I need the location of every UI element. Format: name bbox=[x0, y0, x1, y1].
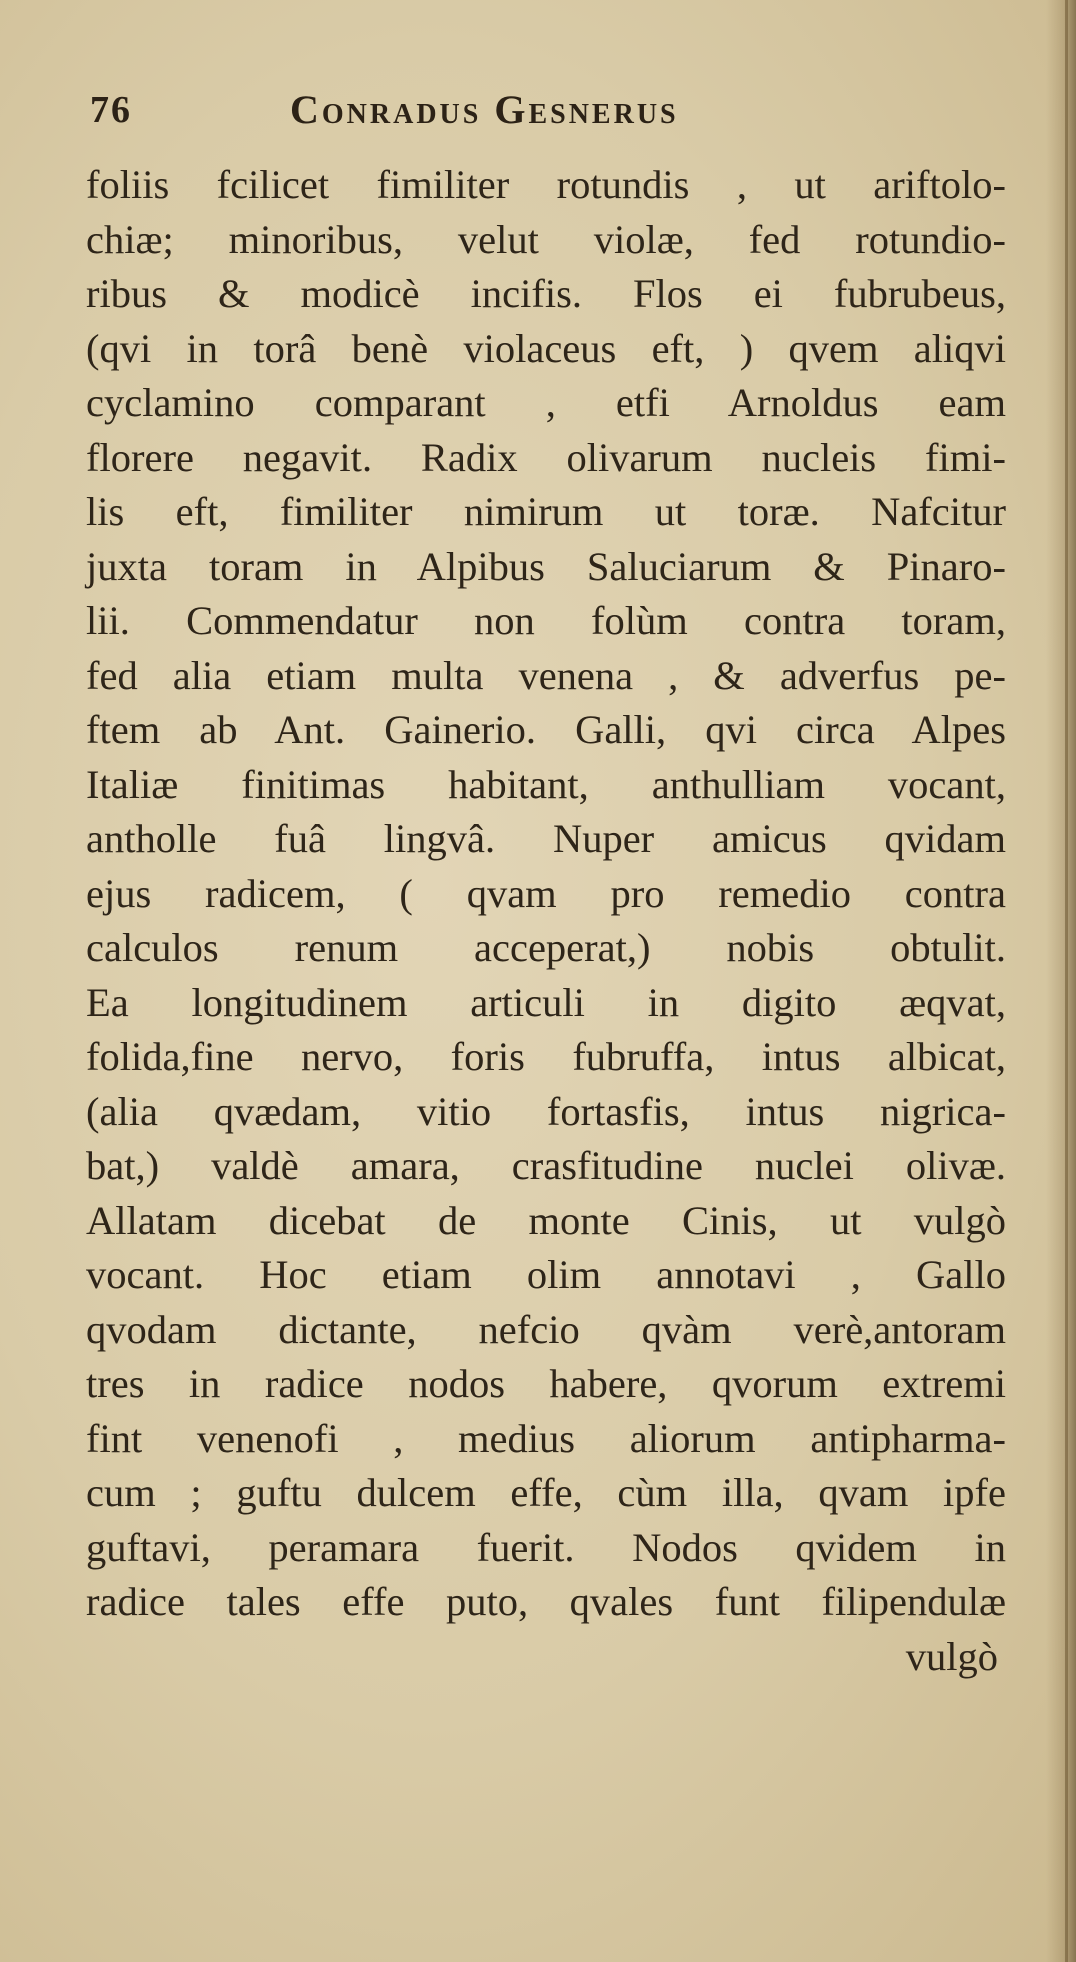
text-line: radice tales effe puto, qvales funt filipendulæ bbox=[86, 1579, 1006, 1624]
text-line: calculos renum acceperat,) nobis obtulit. bbox=[86, 925, 1006, 970]
text-line: fint venenofi , medius aliorum antipharma- bbox=[86, 1415, 1006, 1461]
text-line: ftem ab Ant. Gainerio. Galli, qvi circa Alpes bbox=[86, 707, 1006, 752]
page-edge-shadow bbox=[1046, 0, 1076, 1962]
text-line: foliis fcilicet fimiliter rotundis , ut ariftolo- bbox=[86, 162, 1006, 207]
catchword: vulgò bbox=[905, 1633, 998, 1679]
text-line: florere negavit. Radix olivarum nucleis fimi- bbox=[86, 434, 1006, 480]
text-line: Italiæ finitimas habitant, anthulliam vocant, bbox=[86, 761, 1006, 807]
page-number: 76 bbox=[90, 89, 132, 131]
text-line: antholle fuâ lingvâ. Nuper amicus qvidam bbox=[86, 816, 1006, 861]
text-line: bat,) valdè amara, crasfitudine nuclei olivæ. bbox=[86, 1143, 1006, 1188]
text-line: (qvi in torâ benè violaceus eft, ) qvem aliqvi bbox=[86, 325, 1006, 371]
text-line: Ea longitudinem articuli in digito æqvat, bbox=[86, 979, 1006, 1025]
running-head-title: Conradus Gesnerus bbox=[290, 87, 679, 132]
text-line: qvodam dictante, nefcio qvàm verè,antoram bbox=[86, 1306, 1006, 1352]
text-line: lii. Commendatur non folùm contra toram, bbox=[86, 598, 1006, 643]
text-line: cyclamino comparant , etfi Arnoldus eam bbox=[86, 380, 1006, 425]
text-line: Allatam dicebat de monte Cinis, ut vulgò bbox=[86, 1197, 1006, 1243]
text-line: (alia qvædam, vitio fortasfis, intus nigrica- bbox=[86, 1088, 1006, 1134]
text-line: ribus & modicè incifis. Flos ei fubrubeus, bbox=[86, 271, 1006, 316]
text-line: cum ; guftu dulcem effe, cùm illa, qvam ipfe bbox=[86, 1470, 1006, 1515]
body-text bbox=[86, 158, 1006, 1684]
text-line: ejus radicem, ( qvam pro remedio contra bbox=[86, 870, 1006, 916]
text-line: vocant. Hoc etiam olim annotavi , Gallo bbox=[86, 1252, 1006, 1297]
text-line: fed alia etiam multa venena , & adverfus pe- bbox=[86, 652, 1006, 698]
text-line: juxta toram in Alpibus Saluciarum & Pinaro- bbox=[86, 543, 1006, 589]
text-line: chiæ; minoribus, velut violæ, fed rotundio- bbox=[86, 216, 1006, 262]
text-line: folida,fine nervo, foris fubruffa, intus albicat, bbox=[86, 1034, 1006, 1079]
text-line: tres in radice nodos habere, qvorum extremi bbox=[86, 1361, 1006, 1406]
text-line: guftavi, peramara fuerit. Nodos qvidem in bbox=[86, 1524, 1006, 1570]
running-head bbox=[90, 84, 990, 144]
page-edge-line bbox=[1065, 0, 1068, 1962]
text-line: lis eft, fimiliter nimirum ut toræ. Nafcitur bbox=[86, 489, 1006, 534]
